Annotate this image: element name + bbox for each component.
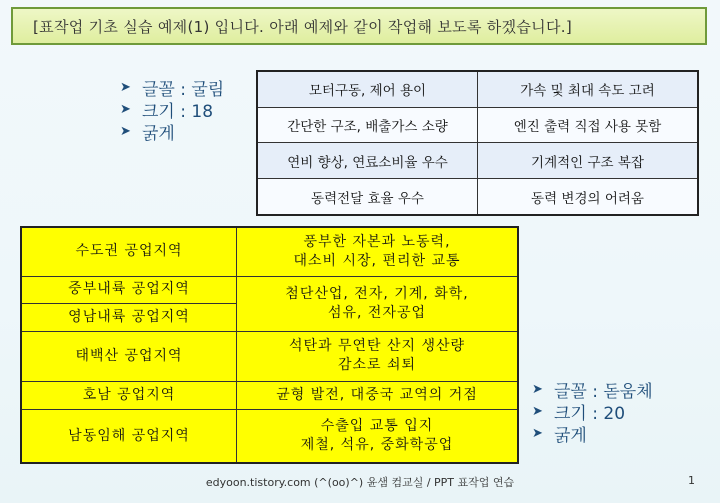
table-cell: 동력전달 효율 우수 xyxy=(257,179,478,215)
bullet-item xyxy=(532,422,653,444)
description-cell xyxy=(237,410,519,463)
table-row xyxy=(257,107,698,143)
description-line: 대소비 시장, 편리한 교통 xyxy=(293,252,461,269)
comparison-table xyxy=(256,70,699,216)
table-row xyxy=(257,179,698,215)
arrow-bullet-icon: ➤ xyxy=(532,425,543,441)
description-cell xyxy=(237,227,519,276)
description-line: 첨단산업, 전자, 기계, 화학, xyxy=(285,285,469,302)
description-line: 석탄과 무연탄 산지 생산량 xyxy=(288,338,466,355)
table-cell: 연비 향상, 연료소비율 우수 xyxy=(257,143,478,179)
region-cell: 수도권 공업지역 xyxy=(21,227,237,276)
description-cell xyxy=(237,381,519,410)
bullet-text: 굵게 xyxy=(142,123,175,144)
bullet-item xyxy=(120,98,224,120)
table-row xyxy=(21,276,518,304)
bullet-text: 굵게 xyxy=(554,425,587,446)
table-row xyxy=(21,410,518,463)
bullet-text: 크기 : 18 xyxy=(142,101,214,122)
table-row xyxy=(257,71,698,107)
table-row xyxy=(257,143,698,179)
bullet-list-bottom xyxy=(532,378,653,444)
bullet-item xyxy=(532,378,653,400)
description-line: 풍부한 자본과 노동력, xyxy=(303,233,451,250)
description-line: 균형 발전, 대중국 교역의 거점 xyxy=(276,387,478,404)
table-cell: 엔진 출력 직접 사용 못함 xyxy=(478,107,699,143)
table-cell: 모터구동, 제어 용이 xyxy=(257,71,478,107)
industrial-region-table xyxy=(20,226,519,464)
description-line: 섬유, 전자공업 xyxy=(327,304,427,321)
bullet-list-top xyxy=(120,76,224,142)
table-cell: 간단한 구조, 배출가스 소량 xyxy=(257,107,478,143)
table-cell: 가속 및 최대 속도 고려 xyxy=(478,71,699,107)
table-row xyxy=(21,381,518,410)
bullet-text: 크기 : 20 xyxy=(554,403,626,424)
table-cell: 기계적인 구조 복잡 xyxy=(478,143,699,179)
region-cell: 중부내륙 공업지역 xyxy=(21,276,237,304)
region-cell: 호남 공업지역 xyxy=(21,381,237,410)
arrow-bullet-icon: ➤ xyxy=(532,381,543,397)
bullet-item xyxy=(532,400,653,422)
region-cell: 남동임해 공업지역 xyxy=(21,410,237,463)
arrow-bullet-icon: ➤ xyxy=(120,101,131,117)
arrow-bullet-icon: ➤ xyxy=(120,79,131,95)
bullet-text: 글꼴 : 돋움체 xyxy=(554,381,653,402)
arrow-bullet-icon: ➤ xyxy=(532,403,543,419)
table-row xyxy=(21,331,518,381)
bullet-item xyxy=(120,76,224,98)
page-number: 1 xyxy=(688,474,695,487)
slide-title: [표작업 기초 실습 예제(1) 입니다. 아래 예제와 같이 작업해 보도록 하겠습니다.] xyxy=(11,7,707,45)
description-line: 제철, 석유, 중화학공업 xyxy=(300,437,454,454)
table-row xyxy=(21,227,518,276)
description-cell xyxy=(237,276,519,331)
arrow-bullet-icon: ➤ xyxy=(120,123,131,139)
footer-text: edyoon.tistory.com (^(oo)^) 윤샘 컴교실 / PPT 표작업 연습 xyxy=(205,476,515,489)
bullet-text: 글꼴 : 굴림 xyxy=(142,79,225,100)
table-cell: 동력 변경의 어려움 xyxy=(478,179,699,215)
region-cell: 태백산 공업지역 xyxy=(21,331,237,381)
description-line: 수출입 교통 입지 xyxy=(320,418,434,435)
description-cell xyxy=(237,331,519,381)
region-cell: 영남내륙 공업지역 xyxy=(21,304,237,332)
description-line: 감소로 쇠퇴 xyxy=(337,357,417,374)
bullet-item xyxy=(120,120,224,142)
